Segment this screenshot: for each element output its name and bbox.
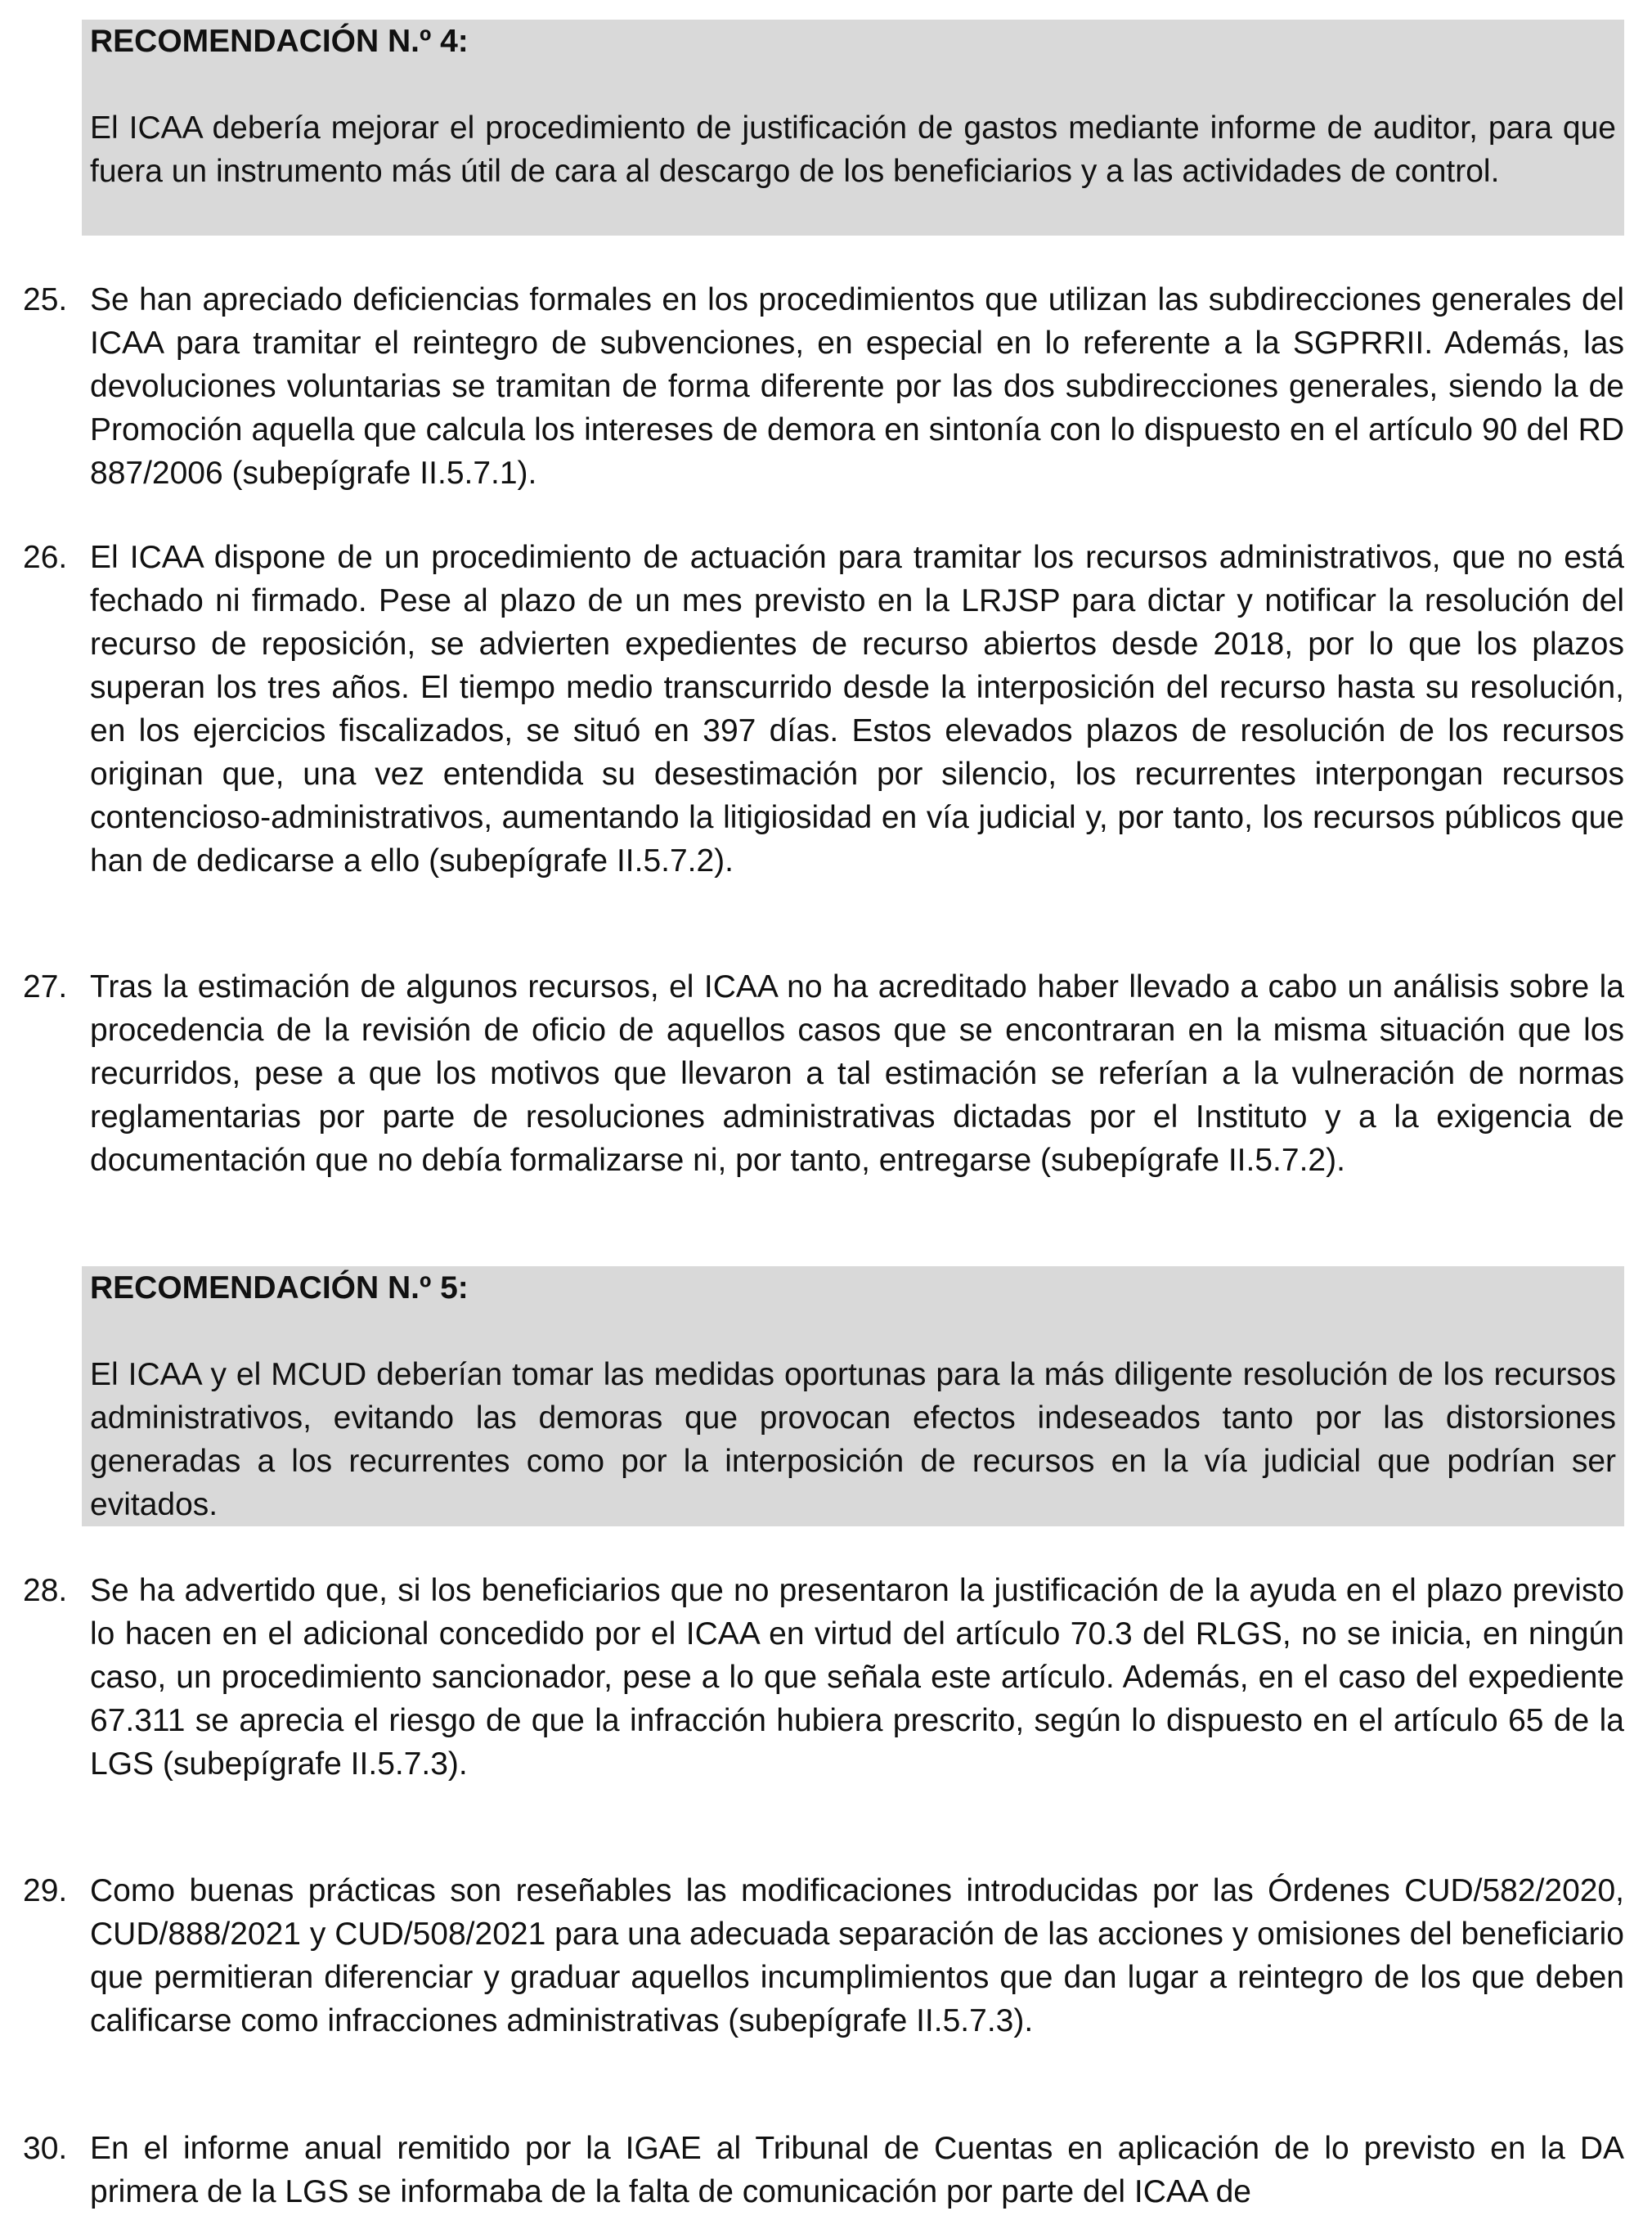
recommendation-box-4 — [82, 20, 1624, 236]
recommendation-text: El ICAA y el MCUD deberían tomar las medidas oportunas para la más diligente resolución de los recursos administrativos, evitando las demoras que provocan efectos indeseados tanto por las distorsiones generadas a los recurrentes como por la interposición de recursos en la vía judicial que podrían ser evitados. — [90, 1357, 1616, 1522]
paragraph-number: 28. — [23, 1573, 68, 1608]
numbered-paragraph-28 — [23, 1569, 1624, 1786]
numbered-paragraph-27 — [23, 965, 1624, 1182]
recommendation-title: RECOMENDACIÓN N.º 5: — [90, 1270, 469, 1306]
recommendation-box-5 — [82, 1266, 1624, 1526]
paragraph-text: En el informe anual remitido por la IGAE al Tribunal de Cuentas en aplicación de lo previsto en la DA primera de la LGS se informaba de la falta de comunicación por parte del ICAA de — [90, 2131, 1624, 2209]
paragraph-text: Se ha advertido que, si los beneficiarios que no presentaron la justificación de la ayuda en el plazo previsto lo hacen en el adicional concedido por el ICAA en virtud del artículo 70.3 del RLGS, no se inicia, en ningún caso, un procedimiento sancionador, pese a lo que señala este artículo. Además, en el caso del expediente 67.311 se aprecia el riesgo de que la infracción hubiera prescrito, según lo dispuesto en el artículo 65 de la LGS (subepígrafe II.5.7.3). — [90, 1573, 1624, 1782]
numbered-paragraph-29 — [23, 1869, 1624, 2043]
numbered-paragraph-30 — [23, 2127, 1624, 2213]
paragraph-number: 25. — [23, 282, 68, 317]
paragraph-number: 27. — [23, 969, 68, 1004]
numbered-paragraph-25 — [23, 278, 1624, 495]
paragraph-number: 26. — [23, 540, 68, 575]
paragraph-text: El ICAA dispone de un procedimiento de actuación para tramitar los recursos administrativos, que no está fechado ni firmado. Pese al plazo de un mes previsto en la LRJSP para dictar y notificar la resolución del recurso de reposición, se advierten expedientes de recurso abiertos desde 2018, por lo que los plazos superan los tres años. El tiempo medio transcurrido desde la interposición del recurso hasta su resolución, en los ejercicios fiscalizados, se situó en 397 días. Estos elevados plazos de resolución de los recursos originan que, una vez entendida su desestimación por silencio, los recurrentes interpongan recursos contencioso-administrativos, aumentando la litigiosidad en vía judicial y, por tanto, los recursos públicos que han de dedicarse a ello (subepígrafe II.5.7.2). — [90, 540, 1624, 879]
numbered-paragraph-26 — [23, 536, 1624, 883]
paragraph-text: Se han apreciado deficiencias formales en los procedimientos que utilizan las subdirecciones generales del ICAA para tramitar el reintegro de subvenciones, en especial en lo referente a la SGPRRII. Además, las devoluciones voluntarias se tramitan de forma diferente por las dos subdirecciones generales, siendo la de Promoción aquella que calcula los intereses de demora en sintonía con lo dispuesto en el artículo 90 del RD 887/2006 (subepígrafe II.5.7.1). — [90, 282, 1624, 491]
recommendation-text: El ICAA debería mejorar el procedimiento de justificación de gastos mediante informe de auditor, para que fuera un instrumento más útil de cara al descargo de los beneficiarios y a las actividades de control. — [90, 110, 1616, 189]
recommendation-title: RECOMENDACIÓN N.º 4: — [90, 24, 469, 59]
paragraph-text: Como buenas prácticas son reseñables las modificaciones introducidas por las Órdenes CUD/582/2020, CUD/888/2021 y CUD/508/2021 para una adecuada separación de las acciones y omisiones del beneficiario que permitieran diferenciar y graduar aquellos incumplimientos que dan lugar a reintegro de los que deben calificarse como infracciones administrativas (subepígrafe II.5.7.3). — [90, 1873, 1624, 2038]
paragraph-text: Tras la estimación de algunos recursos, el ICAA no ha acreditado haber llevado a cabo un análisis sobre la procedencia de la revisión de oficio de aquellos casos que se encontraran en la misma situación que los recurridos, pese a que los motivos que llevaron a tal estimación se referían a la vulneración de normas reglamentarias por parte de resoluciones administrativas dictadas por el Instituto y a la exigencia de documentación que no debía formalizarse ni, por tanto, entregarse (subepígrafe II.5.7.2). — [90, 969, 1624, 1178]
paragraph-number: 29. — [23, 1873, 68, 1908]
paragraph-number: 30. — [23, 2131, 68, 2166]
